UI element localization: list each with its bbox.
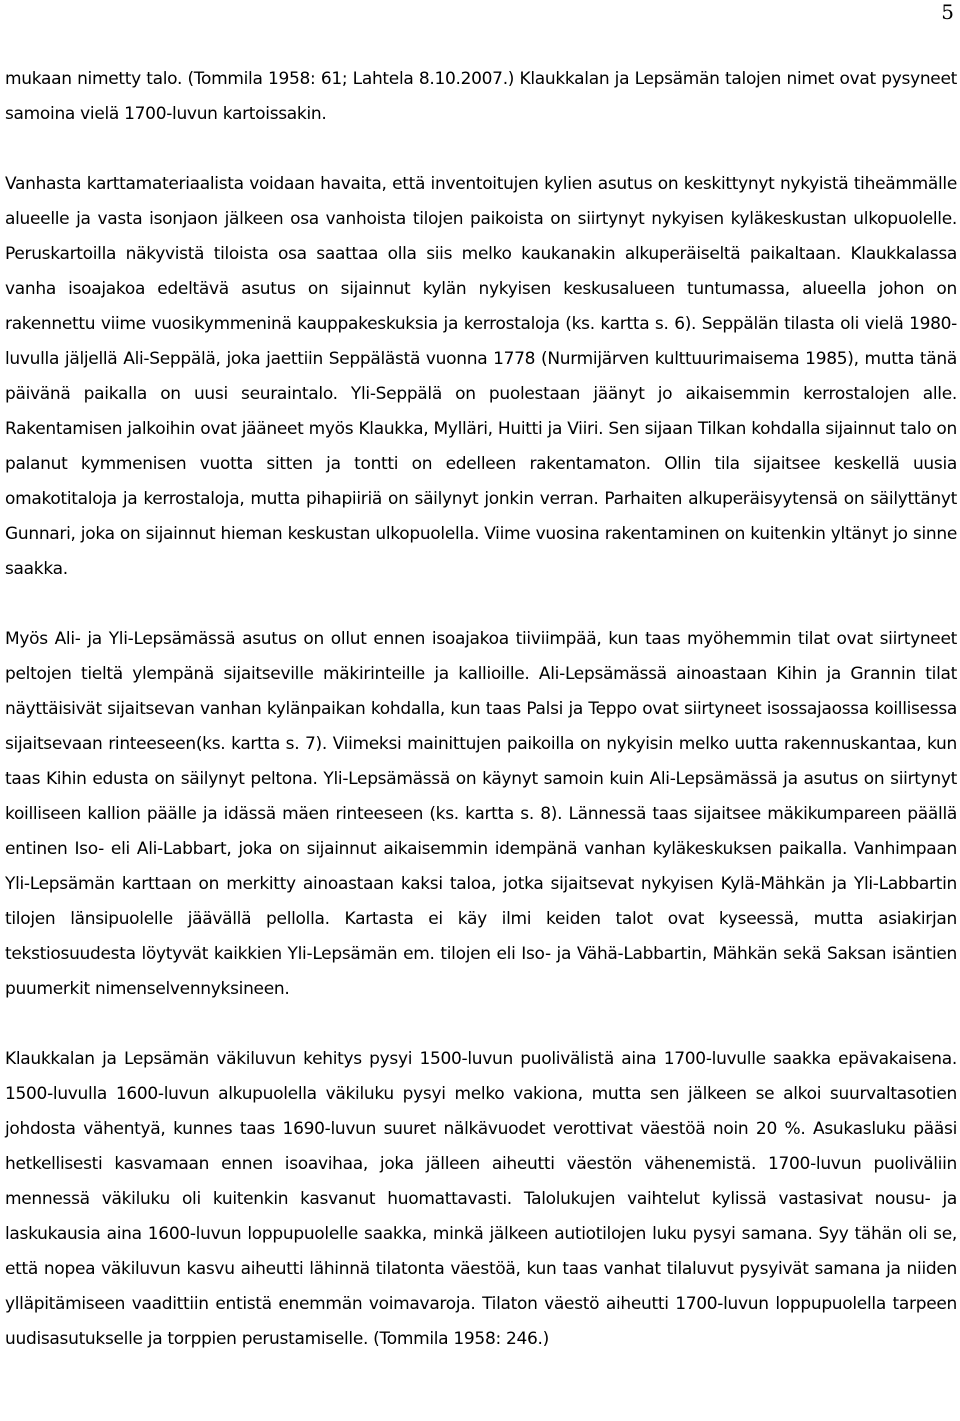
paragraph-house-names: mukaan nimetty talo. (Tommila 1958: 61; Lahtela 8.10.2007.) Klaukkalan ja Lepsämän talojen nimet ovat pysyneet samoina vielä 1700-luvun kartoissakin. [5,69,957,124]
paragraph-lepsama-settlement: Myös Ali- ja Yli-Lepsämässä asutus on ollut ennen isoajakoa tiiviimpää, kun taas myöhemmin tilat ovat siirtyneet peltojen tieltä ylempänä sijaitseville mäkirinteille ja kallioille. Ali-Lepsämässä ainoastaan Kihin ja Grannin tilat näyttäisivät sijaitsevan vanhan kylänpaikan kohdalla, kun taas Palsi ja Teppo ovat siirtyneet isossajaossa koillisessa sijaitsevaan rinteeseen(ks. kartta s. 7). Viimeksi mainittujen paikoilla on nykyisin melko uutta rakennuskantaa, kun taas Kihin edusta on säilynyt peltona. Yli-Lepsämässä on käynyt samoin kuin Ali-Lepsämässä ja asutus on siirtynyt koilliseen kallion päälle ja idässä mäen rinteeseen (ks. kartta s. 8). Lännessä taas sijaitsee mäkikumpareen päällä entinen Iso- eli Ali-Labbart, joka on sijainnut aikaisemmin idempänä vanhan kyläkeskuksen paikalla. Vanhimpaan Yli-Lepsämän karttaan on merkitty ainoastaan kaksi taloa, jotka sijaitsevat nykyisen Kylä-Mähkän ja Yli-Labbartin tilojen länsipuolelle jäävällä pellolla. Kartasta ei käy ilmi keiden talot ovat kyseessä, mutta asiakirjan tekstiosuudesta löytyvät kaikkien Yli-Lepsämän em. tilojen eli Iso- ja Vähä-Labbartin, Mähkän sekä Saksan isäntien puumerkit nimenselvennyksineen. [5,629,957,999]
paragraph-population-development: Klaukkalan ja Lepsämän väkiluvun kehitys pysyi 1500-luvun puolivälistä aina 1700-luvulle saakka epävakaisena. 1500-luvulla 1600-luvun alkupuolella väkiluku pysyi melko vakiona, mutta sen jälkeen se alkoi suurvaltasotien johdosta vähentyä, kunnes taas 1690-luvun suuret nälkävuodet verottivat väestöä noin 20 %. Asukasluku pääsi hetkellisesti kasvamaan ennen isoavihaa, joka jälleen aiheutti väestön vähenemistä. 1700-luvun puoliväliin mennessä väkiluku oli kuitenkin kasvanut huomattavasti. Talolukujen vaihtelut kylissä vastasivat nousu- ja laskukausia aina 1600-luvun loppupuolelle saakka, minkä jälkeen autiotilojen luku pysyi samana. Syy tähän oli se, että nopea väkiluvun kasvu aiheutti lähinnä tilatonta väestöä, kun taas vanhat tilaluvut pysyivät samana ja niiden ylläpitämiseen vaadittiin entistä enemmän voimavaroja. Tilaton väestö aiheutti 1700-luvun loppupuolella tarpeen uudisasutukselle ja torppien perustamiselle. (Tommila 1958: 246.) [5,1049,957,1349]
document-body [5,62,957,1392]
page-number: 5 [941,0,954,24]
paragraph-klaukkala-settlement: Vanhasta karttamateriaalista voidaan havaita, että inventoitujen kylien asutus on keskittynyt nykyistä tiheämmälle alueelle ja vasta isonjaon jälkeen osa vanhoista tilojen paikoista on siirtynyt nykyisen kyläkeskustan ulkopuolelle. Peruskartoilla näkyvistä tiloista osa saattaa olla siis melko kaukanakin alkuperäiseltä paikaltaan. Klaukkalassa vanha isoajakoa edeltävä asutus on sijainnut kylän nykyisen keskusalueen tuntumassa, alueella johon on rakennettu viime vuosikymmeninä kauppakeskuksia ja kerrostaloja (ks. kartta s. 6). Seppälän tilasta oli vielä 1980-luvulla jäljellä Ali-Seppälä, joka jaettiin Seppälästä vuonna 1778 (Nurmijärven kulttuurimaisema 1985), mutta tänä päivänä paikalla on uusi seuraintalo. Yli-Seppälä on puolestaan jäänyt jo aikaisemmin kerrostalojen alle. Rakentamisen jalkoihin ovat jääneet myös Klaukka, Mylläri, Huitti ja Viiri. Sen sijaan Tilkan kohdalla sijainnut talo on palanut kymmenisen vuotta sitten ja tontti on edelleen rakentamaton. Ollin tila sijaitsee keskellä uusia omakotitaloja ja kerrostaloja, mutta pihapiiriä on säilynyt jonkin verran. Parhaiten alkuperäisyytensä on säilyttänyt Gunnari, joka on sijainnut hieman keskustan ulkopuolella. Viime vuosina rakentaminen on kuitenkin yltänyt jo sinne saakka. [5,174,957,579]
